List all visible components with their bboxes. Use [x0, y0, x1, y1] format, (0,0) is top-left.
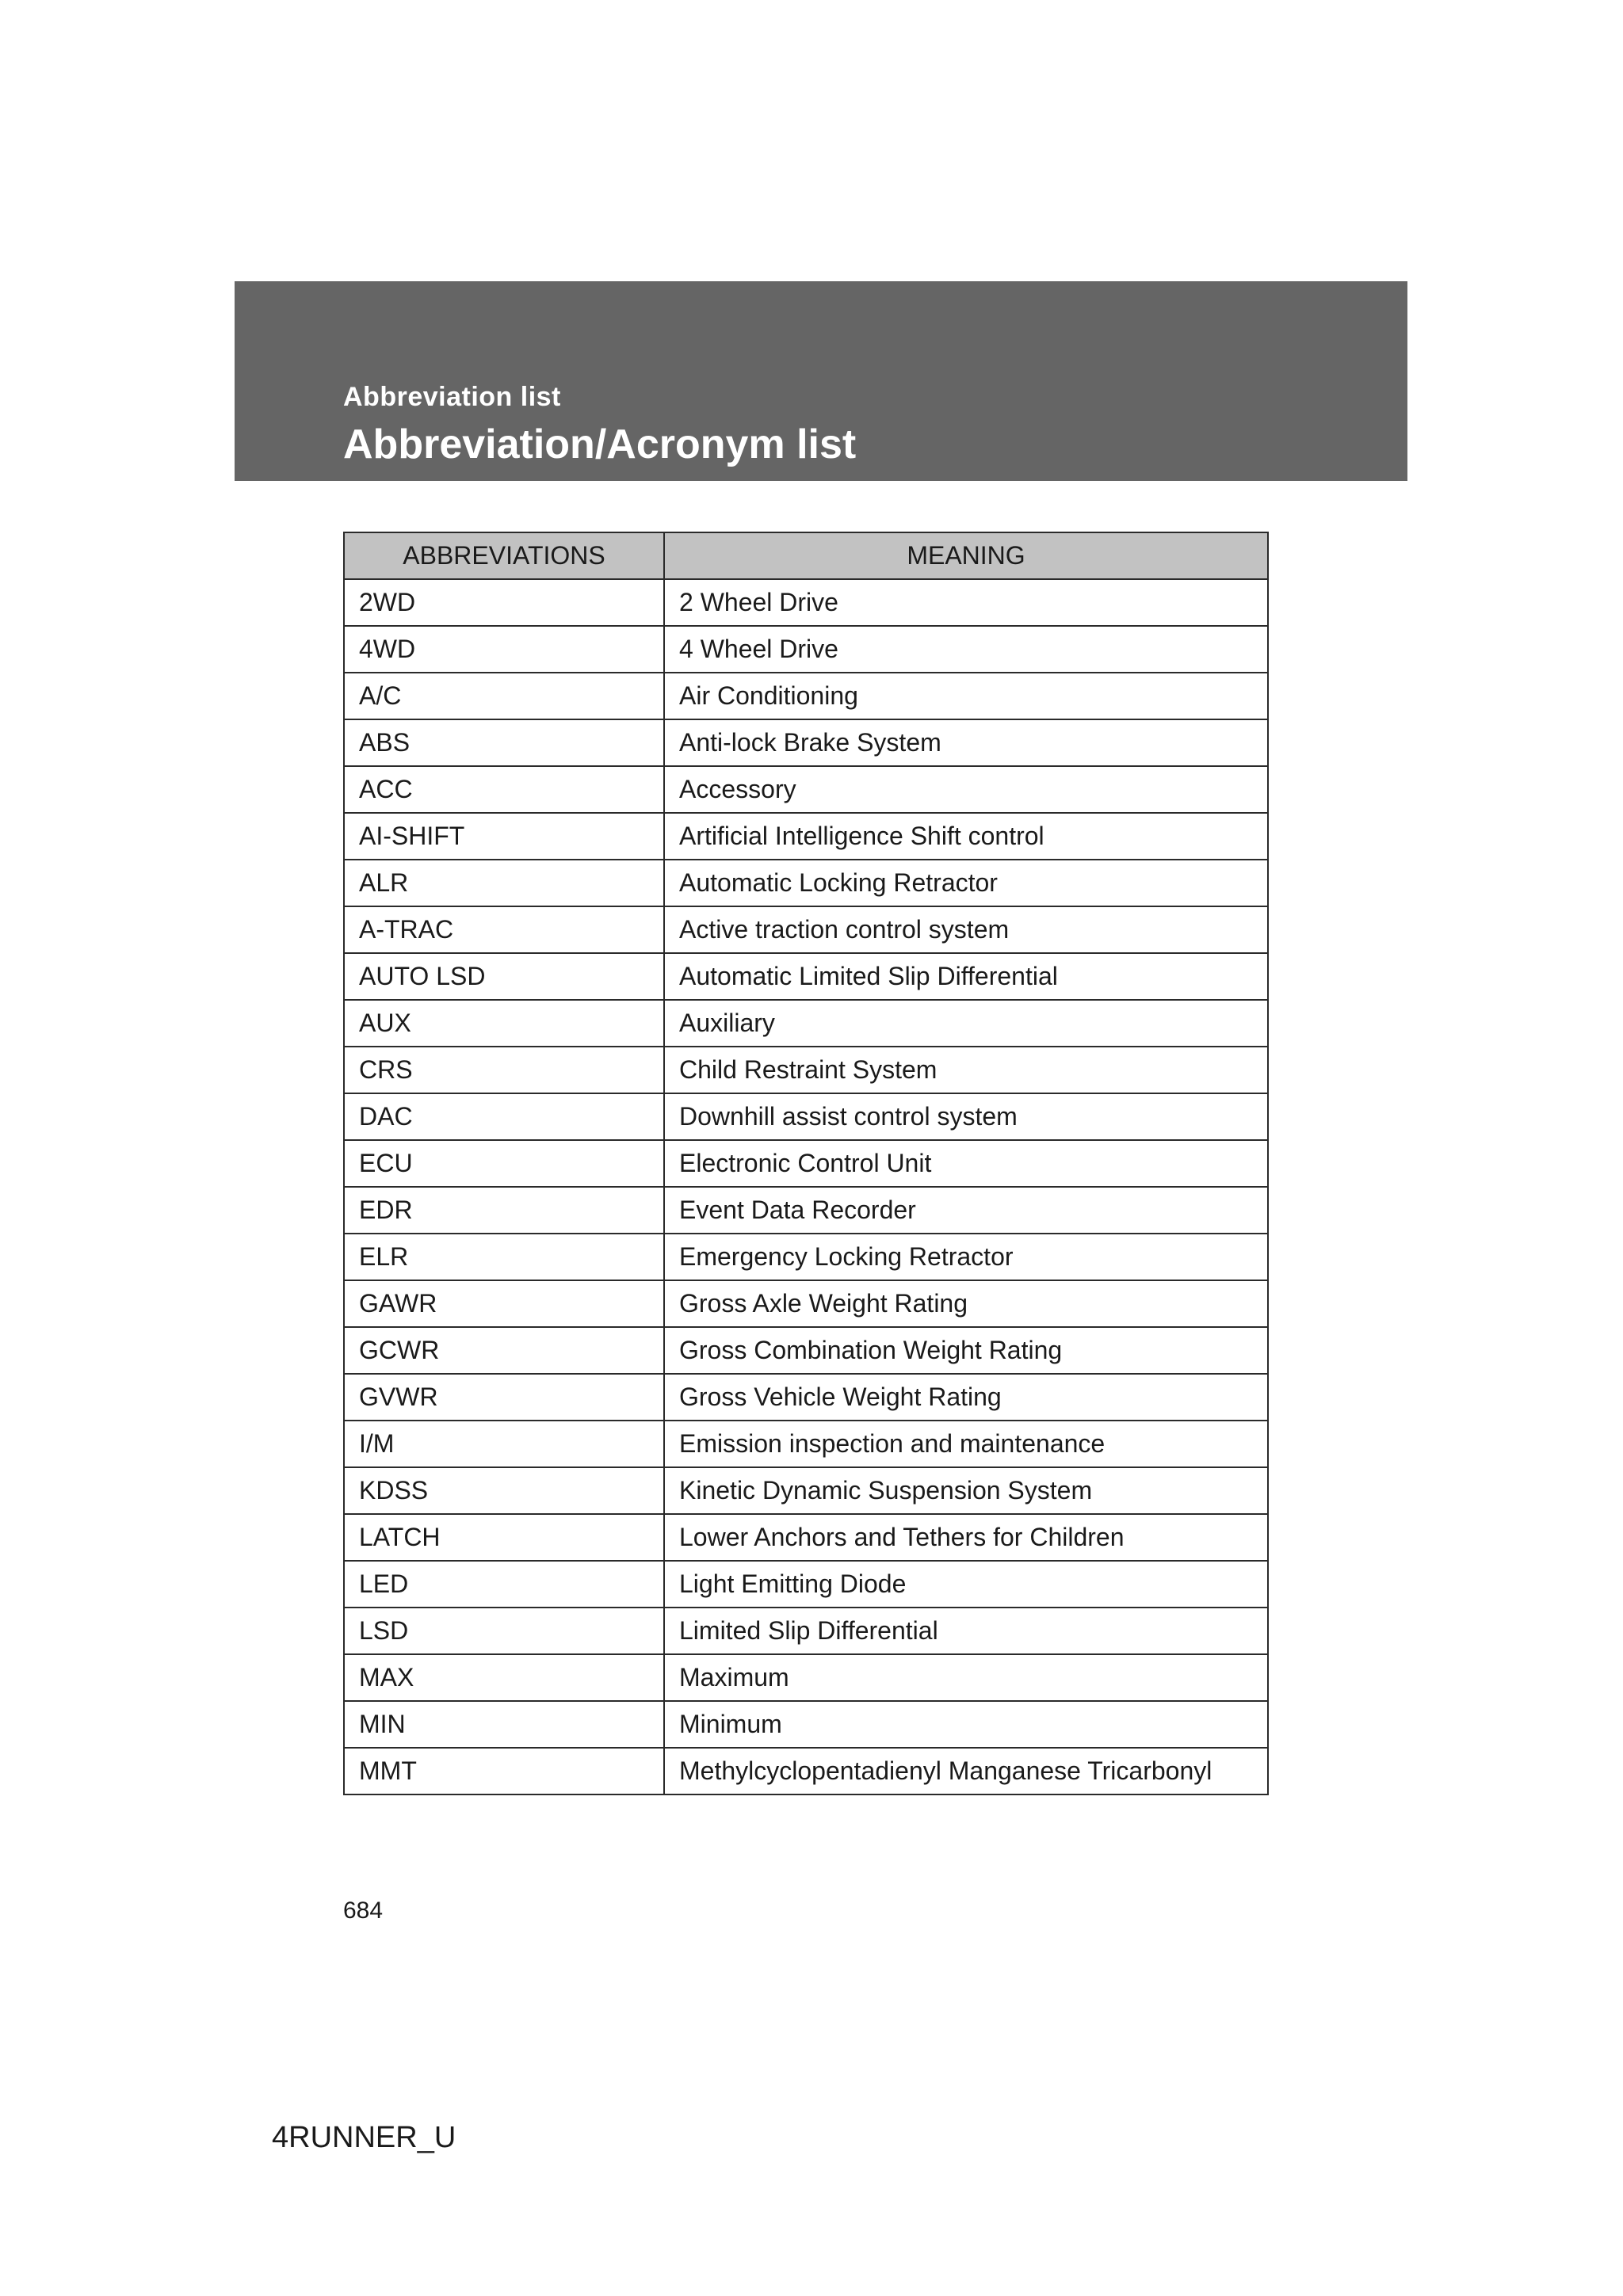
section-label: Abbreviation list [343, 382, 561, 412]
abbreviation-cell: A-TRAC [344, 906, 664, 953]
meaning-cell: Emergency Locking Retractor [664, 1234, 1268, 1280]
abbreviation-cell: ALR [344, 860, 664, 906]
meaning-cell: Active traction control system [664, 906, 1268, 953]
meaning-cell: Maximum [664, 1654, 1268, 1701]
meaning-cell: Gross Combination Weight Rating [664, 1327, 1268, 1374]
table-row [344, 766, 1268, 813]
column-header-abbreviations: ABBREVIATIONS [344, 532, 664, 579]
abbreviation-cell: MMT [344, 1748, 664, 1794]
column-header-meaning: MEANING [664, 532, 1268, 579]
table-row [344, 1748, 1268, 1794]
abbreviation-cell: ABS [344, 719, 664, 766]
table-row [344, 813, 1268, 860]
abbreviation-cell: GAWR [344, 1280, 664, 1327]
table-row [344, 1000, 1268, 1047]
table-row [344, 673, 1268, 719]
table-row [344, 1654, 1268, 1701]
table-row [344, 1140, 1268, 1187]
abbreviation-cell: CRS [344, 1047, 664, 1093]
table-row [344, 719, 1268, 766]
table-row [344, 1421, 1268, 1467]
table-row [344, 1374, 1268, 1421]
meaning-cell: Gross Axle Weight Rating [664, 1280, 1268, 1327]
footer-doc-code: 4RUNNER_U [272, 2121, 456, 2154]
table-body [344, 579, 1268, 1794]
abbreviation-cell: 4WD [344, 626, 664, 673]
table-header-row [344, 532, 1268, 579]
meaning-cell: Child Restraint System [664, 1047, 1268, 1093]
meaning-cell: 2 Wheel Drive [664, 579, 1268, 626]
meaning-cell: 4 Wheel Drive [664, 626, 1268, 673]
page-title: Abbreviation/Acronym list [343, 421, 857, 467]
table-row [344, 860, 1268, 906]
table-row [344, 1187, 1268, 1234]
abbreviation-cell: GVWR [344, 1374, 664, 1421]
page-number: 684 [343, 1897, 384, 1924]
abbreviation-cell: 2WD [344, 579, 664, 626]
abbreviation-cell: GCWR [344, 1327, 664, 1374]
meaning-cell: Light Emitting Diode [664, 1561, 1268, 1608]
table-row [344, 1093, 1268, 1140]
table-row [344, 579, 1268, 626]
meaning-cell: Anti-lock Brake System [664, 719, 1268, 766]
abbreviation-cell: EDR [344, 1187, 664, 1234]
table-row [344, 1561, 1268, 1608]
table-row [344, 1280, 1268, 1327]
table-row [344, 953, 1268, 1000]
meaning-cell: Kinetic Dynamic Suspension System [664, 1467, 1268, 1514]
meaning-cell: Auxiliary [664, 1000, 1268, 1047]
meaning-cell: Limited Slip Differential [664, 1608, 1268, 1654]
abbreviation-cell: I/M [344, 1421, 664, 1467]
abbreviation-cell: DAC [344, 1093, 664, 1140]
table-row [344, 1608, 1268, 1654]
table-row [344, 1514, 1268, 1561]
abbreviation-cell: AI-SHIFT [344, 813, 664, 860]
meaning-cell: Automatic Locking Retractor [664, 860, 1268, 906]
meaning-cell: Artificial Intelligence Shift control [664, 813, 1268, 860]
abbreviation-cell: AUX [344, 1000, 664, 1047]
meaning-cell: Minimum [664, 1701, 1268, 1748]
meaning-cell: Gross Vehicle Weight Rating [664, 1374, 1268, 1421]
table-row [344, 1701, 1268, 1748]
table-row [344, 1327, 1268, 1374]
abbreviation-cell: LATCH [344, 1514, 664, 1561]
abbreviation-cell: ECU [344, 1140, 664, 1187]
header-band [235, 281, 1407, 481]
table-row [344, 626, 1268, 673]
meaning-cell: Air Conditioning [664, 673, 1268, 719]
meaning-cell: Downhill assist control system [664, 1093, 1268, 1140]
abbreviation-cell: ELR [344, 1234, 664, 1280]
table-row [344, 1234, 1268, 1280]
abbreviation-table [343, 532, 1269, 1795]
table-row [344, 1047, 1268, 1093]
meaning-cell: Emission inspection and maintenance [664, 1421, 1268, 1467]
meaning-cell: Methylcyclopentadienyl Manganese Tricarbonyl [664, 1748, 1268, 1794]
meaning-cell: Automatic Limited Slip Differential [664, 953, 1268, 1000]
abbreviation-cell: A/C [344, 673, 664, 719]
table-row [344, 1467, 1268, 1514]
meaning-cell: Electronic Control Unit [664, 1140, 1268, 1187]
abbreviation-cell: ACC [344, 766, 664, 813]
abbreviation-cell: AUTO LSD [344, 953, 664, 1000]
meaning-cell: Accessory [664, 766, 1268, 813]
meaning-cell: Event Data Recorder [664, 1187, 1268, 1234]
abbreviation-cell: KDSS [344, 1467, 664, 1514]
abbreviation-cell: LSD [344, 1608, 664, 1654]
abbreviation-cell: MAX [344, 1654, 664, 1701]
table-row [344, 906, 1268, 953]
abbreviation-cell: LED [344, 1561, 664, 1608]
meaning-cell: Lower Anchors and Tethers for Children [664, 1514, 1268, 1561]
abbreviation-cell: MIN [344, 1701, 664, 1748]
